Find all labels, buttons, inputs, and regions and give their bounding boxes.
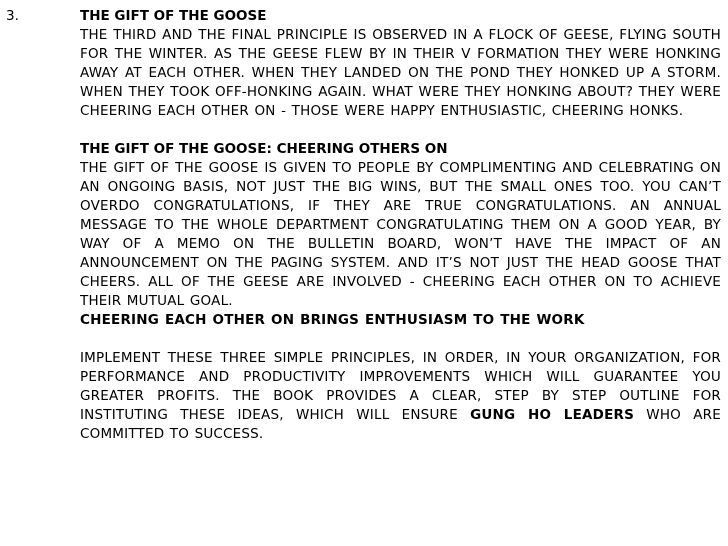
spacer — [80, 330, 721, 349]
paragraph-cheering-text: THE GIFT OF THE GOOSE IS GIVEN TO PEOPLE BY COMPLIMENTING AND CELEBRATING ON AN ONGOING BASIS, NOT JUST THE BIG WINS, BUT THE SMALL ONES TOO. YOU CAN’T OVERDO CONGRATULATIONS, IF THEY ARE TRUE CONGRATULATIONS. AN ANNUAL MESSAGE TO THE WHOLE DEPARTMENT CONGRATULATING THEM ON A GOOD YEAR, BY WAY OF A MEMO ON THE BULLETIN BOARD, WON’T HAVE THE IMPACT OF AN ANNOUNCEMENT ON THE PAGING SYSTEM. AND IT’S NOT JUST THE HEAD GOOSE THAT CHEERS. ALL OF THE GEESE ARE INVOLVED - CHEERING EACH OTHER ON TO ACHIEVE THEIR MUTUAL GOAL. — [80, 160, 721, 309]
paragraph-implement-text: IMPLEMENT THESE THREE SIMPLE PRINCIPLES, IN ORDER, IN YOUR ORGANIZATION, FOR PERFORMANCE AND PRODUCTIVITY IMPROVEMENTS WHICH WILL GUARANTEE YOU GREATER PROFITS. THE BOOK PROVIDES A CLEAR, STEP BY STEP OUTLINE FOR INSTITUTING THESE IDEAS, WHICH WILL ENSURE — [80, 350, 721, 423]
paragraph-geese-flight: THE THIRD AND THE FINAL PRINCIPLE IS OBSERVED IN A FLOCK OF GEESE, FLYING SOUTH FOR THE WINTER. AS THE GEESE FLEW BY IN THEIR V FORMATION THEY WERE HONKING AWAY AT EACH OTHER. WHEN THEY LANDED ON THE POND THEY HONKED UP A STORM. WHEN THEY TOOK OFF-HONKING AGAIN. WHAT WERE THEY HONKING ABOUT? THEY WERE CHEERING EACH OTHER ON - THOSE WERE HAPPY ENTHUSIASTIC, CHEERING HONKS. — [80, 27, 721, 119]
paragraph-implement — [80, 349, 721, 444]
section-subheading: THE GIFT OF THE GOOSE: CHEERING OTHERS ON — [80, 141, 448, 157]
section-heading: THE GIFT OF THE GOOSE — [80, 8, 267, 24]
gung-ho-leaders-emphasis: GUNG HO LEADERS — [470, 407, 635, 423]
paragraph-implement-end: WHO ARE COMMITTED TO SUCCESS. — [80, 407, 721, 442]
paragraph-cheering-others — [80, 159, 721, 330]
paragraph-cheering-emphasis: CHEERING EACH OTHER ON BRINGS ENTHUSIASM TO THE WORK — [80, 312, 585, 328]
section-number: 3. — [6, 8, 19, 24]
spacer — [80, 121, 721, 140]
document-body — [80, 7, 721, 444]
